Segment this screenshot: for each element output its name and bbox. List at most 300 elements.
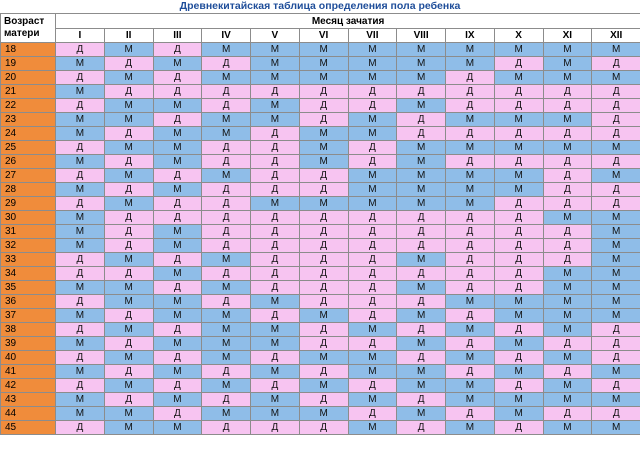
gender-cell: Д [153, 197, 202, 211]
gender-cell: М [348, 393, 397, 407]
gender-cell: М [592, 309, 640, 323]
gender-cell: М [56, 393, 105, 407]
gender-cell: М [299, 127, 348, 141]
gender-cell: М [494, 337, 543, 351]
gender-cell: Д [299, 99, 348, 113]
gender-cell: Д [348, 253, 397, 267]
gender-cell: М [397, 183, 446, 197]
gender-cell: Д [251, 281, 300, 295]
gender-cell: М [348, 421, 397, 435]
gender-cell: Д [251, 239, 300, 253]
gender-cell: Д [494, 351, 543, 365]
gender-cell: Д [494, 421, 543, 435]
gender-cell: М [494, 309, 543, 323]
gender-cell: М [543, 379, 592, 393]
gender-cell: М [104, 407, 153, 421]
gender-cell: Д [348, 295, 397, 309]
age-cell: 38 [1, 323, 56, 337]
gender-cell: М [104, 421, 153, 435]
month-header-cell: VI [299, 29, 348, 43]
gender-cell: Д [494, 197, 543, 211]
gender-cell: Д [592, 379, 640, 393]
gender-cell: М [446, 295, 495, 309]
gender-cell: М [299, 407, 348, 421]
gender-cell: Д [446, 407, 495, 421]
table-row [1, 421, 640, 435]
gender-cell: Д [543, 337, 592, 351]
gender-cell: Д [153, 323, 202, 337]
gender-cell: Д [56, 421, 105, 435]
gender-cell: Д [104, 183, 153, 197]
gender-cell: Д [446, 253, 495, 267]
gender-cell: М [56, 281, 105, 295]
gender-cell: Д [56, 267, 105, 281]
gender-cell: Д [153, 113, 202, 127]
gender-cell: Д [104, 225, 153, 239]
gender-cell: Д [592, 57, 640, 71]
table-row [1, 57, 640, 71]
gender-cell: М [397, 57, 446, 71]
table-row [1, 127, 640, 141]
gender-table [0, 13, 640, 435]
gender-cell: Д [446, 211, 495, 225]
gender-cell: Д [251, 225, 300, 239]
month-header-cell: IV [202, 29, 251, 43]
gender-cell: Д [153, 211, 202, 225]
gender-cell: М [202, 127, 251, 141]
gender-cell: М [348, 43, 397, 57]
gender-cell: Д [202, 295, 251, 309]
gender-cell: М [153, 239, 202, 253]
gender-cell: М [592, 71, 640, 85]
gender-cell: М [397, 197, 446, 211]
age-cell: 34 [1, 267, 56, 281]
gender-cell: М [299, 57, 348, 71]
gender-cell: М [543, 281, 592, 295]
gender-cell: М [592, 393, 640, 407]
gender-cell: Д [251, 253, 300, 267]
table-title: Древнекитайская таблица определения пола ребенка [179, 0, 461, 12]
age-header: Возраст матери [1, 14, 56, 43]
gender-cell: М [446, 197, 495, 211]
gender-cell: М [299, 351, 348, 365]
gender-cell: М [592, 43, 640, 57]
gender-cell: М [153, 421, 202, 435]
gender-cell: Д [202, 85, 251, 99]
gender-cell: М [202, 323, 251, 337]
gender-cell: М [446, 323, 495, 337]
table-row [1, 393, 640, 407]
gender-cell: Д [56, 295, 105, 309]
gender-cell: М [251, 113, 300, 127]
gender-cell: М [397, 71, 446, 85]
age-cell: 36 [1, 295, 56, 309]
gender-cell: Д [299, 365, 348, 379]
age-cell: 22 [1, 99, 56, 113]
gender-cell: Д [56, 379, 105, 393]
gender-cell: М [153, 141, 202, 155]
month-header-cell: VII [348, 29, 397, 43]
gender-cell: М [592, 421, 640, 435]
gender-cell: М [348, 71, 397, 85]
gender-cell: М [202, 113, 251, 127]
gender-cell: Д [494, 127, 543, 141]
gender-cell: Д [251, 267, 300, 281]
gender-cell: М [104, 253, 153, 267]
gender-cell: Д [299, 183, 348, 197]
gender-cell: Д [446, 267, 495, 281]
gender-cell: М [202, 407, 251, 421]
gender-cell: М [543, 267, 592, 281]
table-row [1, 267, 640, 281]
gender-cell: М [202, 337, 251, 351]
gender-cell: М [56, 183, 105, 197]
gender-cell: М [397, 379, 446, 393]
gender-cell: М [56, 309, 105, 323]
gender-cell: М [299, 379, 348, 393]
gender-cell: Д [397, 127, 446, 141]
table-row [1, 239, 640, 253]
table-row [1, 309, 640, 323]
gender-cell: М [446, 57, 495, 71]
gender-cell: М [104, 323, 153, 337]
gender-cell: М [348, 169, 397, 183]
gender-cell: М [494, 393, 543, 407]
gender-cell: М [251, 393, 300, 407]
gender-cell: М [397, 309, 446, 323]
gender-cell: Д [56, 253, 105, 267]
gender-cell: М [494, 183, 543, 197]
table-row [1, 71, 640, 85]
gender-cell: Д [202, 393, 251, 407]
table-row [1, 99, 640, 113]
gender-cell: Д [592, 113, 640, 127]
gender-cell: Д [251, 85, 300, 99]
gender-cell: М [348, 113, 397, 127]
gender-cell: М [251, 99, 300, 113]
gender-cell: М [592, 225, 640, 239]
gender-cell: Д [104, 267, 153, 281]
gender-cell: М [397, 155, 446, 169]
gender-cell: М [299, 309, 348, 323]
gender-cell: М [153, 309, 202, 323]
gender-cell: Д [348, 281, 397, 295]
gender-cell: М [494, 365, 543, 379]
gender-cell: М [494, 407, 543, 421]
gender-cell: М [202, 379, 251, 393]
gender-cell: Д [104, 211, 153, 225]
gender-cell: Д [543, 155, 592, 169]
gender-cell: Д [543, 183, 592, 197]
gender-cell: Д [104, 239, 153, 253]
gender-cell: Д [446, 225, 495, 239]
age-cell: 23 [1, 113, 56, 127]
gender-cell: Д [299, 421, 348, 435]
gender-cell: М [446, 113, 495, 127]
gender-cell: Д [494, 379, 543, 393]
gender-cell: М [56, 365, 105, 379]
gender-cell: М [251, 43, 300, 57]
gender-cell: Д [202, 225, 251, 239]
gender-cell: Д [592, 197, 640, 211]
gender-cell: М [494, 169, 543, 183]
gender-cell: Д [446, 71, 495, 85]
gender-cell: Д [446, 85, 495, 99]
month-header-row [1, 29, 640, 43]
gender-cell: М [348, 351, 397, 365]
gender-cell: М [592, 253, 640, 267]
gender-cell: М [446, 169, 495, 183]
gender-cell: Д [251, 155, 300, 169]
gender-cell: Д [104, 337, 153, 351]
gender-cell: М [494, 295, 543, 309]
gender-cell: М [543, 295, 592, 309]
age-cell: 26 [1, 155, 56, 169]
age-cell: 21 [1, 85, 56, 99]
gender-cell: М [543, 113, 592, 127]
gender-cell: М [592, 141, 640, 155]
gender-cell: М [397, 253, 446, 267]
gender-cell: Д [153, 71, 202, 85]
gender-cell: М [592, 267, 640, 281]
gender-cell: Д [202, 211, 251, 225]
age-cell: 45 [1, 421, 56, 435]
gender-cell: М [56, 239, 105, 253]
table-row [1, 43, 640, 57]
gender-cell: Д [592, 99, 640, 113]
gender-cell: М [592, 281, 640, 295]
gender-cell: Д [299, 393, 348, 407]
age-cell: 20 [1, 71, 56, 85]
gender-cell: Д [543, 99, 592, 113]
gender-cell: М [153, 295, 202, 309]
gender-cell: М [153, 155, 202, 169]
gender-cell: М [299, 197, 348, 211]
gender-cell: Д [299, 337, 348, 351]
gender-cell: Д [446, 155, 495, 169]
gender-cell: Д [202, 155, 251, 169]
gender-cell: Д [446, 337, 495, 351]
age-cell: 24 [1, 127, 56, 141]
gender-cell: М [202, 309, 251, 323]
gender-cell: М [543, 393, 592, 407]
gender-cell: М [202, 253, 251, 267]
gender-cell: Д [56, 99, 105, 113]
gender-cell: Д [104, 309, 153, 323]
gender-cell: М [202, 169, 251, 183]
gender-cell: Д [251, 169, 300, 183]
gender-cell: Д [397, 85, 446, 99]
gender-cell: М [543, 57, 592, 71]
gender-cell: М [397, 281, 446, 295]
table-row [1, 407, 640, 421]
gender-cell: М [56, 113, 105, 127]
gender-cell: М [104, 281, 153, 295]
table-row [1, 169, 640, 183]
gender-cell: М [592, 365, 640, 379]
table-row [1, 281, 640, 295]
gender-cell: М [202, 43, 251, 57]
table-row [1, 225, 640, 239]
age-cell: 35 [1, 281, 56, 295]
gender-cell: М [494, 141, 543, 155]
gender-cell: Д [543, 225, 592, 239]
gender-cell: М [56, 211, 105, 225]
gender-cell: Д [494, 225, 543, 239]
gender-cell: М [397, 337, 446, 351]
gender-cell: Д [56, 71, 105, 85]
age-cell: 44 [1, 407, 56, 421]
gender-cell: Д [348, 211, 397, 225]
gender-cell: М [543, 323, 592, 337]
gender-cell: Д [202, 57, 251, 71]
gender-cell: Д [494, 323, 543, 337]
gender-cell: М [251, 337, 300, 351]
age-cell: 31 [1, 225, 56, 239]
gender-cell: Д [494, 211, 543, 225]
gender-cell: М [494, 113, 543, 127]
gender-cell: М [543, 141, 592, 155]
gender-cell: Д [348, 407, 397, 421]
gender-cell: Д [153, 85, 202, 99]
gender-cell: Д [153, 169, 202, 183]
gender-cell: М [153, 337, 202, 351]
gender-cell: М [251, 295, 300, 309]
gender-cell: Д [494, 99, 543, 113]
gender-cell: Д [348, 239, 397, 253]
gender-cell: Д [202, 141, 251, 155]
gender-cell: Д [153, 281, 202, 295]
age-cell: 27 [1, 169, 56, 183]
gender-cell: М [397, 141, 446, 155]
gender-cell: Д [202, 99, 251, 113]
gender-cell: Д [251, 141, 300, 155]
gender-cell: М [153, 127, 202, 141]
gender-cell: М [446, 183, 495, 197]
month-header-cell: XII [592, 29, 640, 43]
gender-cell: М [299, 155, 348, 169]
gender-cell: М [494, 43, 543, 57]
gender-cell: Д [56, 169, 105, 183]
gender-cell: Д [56, 43, 105, 57]
month-header-cell: X [494, 29, 543, 43]
gender-cell: Д [348, 337, 397, 351]
gender-cell: Д [299, 85, 348, 99]
age-cell: 18 [1, 43, 56, 57]
gender-cell: Д [543, 197, 592, 211]
age-cell: 28 [1, 183, 56, 197]
gender-cell: М [56, 127, 105, 141]
gender-cell: М [104, 99, 153, 113]
gender-cell: Д [348, 141, 397, 155]
gender-cell: М [397, 169, 446, 183]
gender-cell: М [543, 211, 592, 225]
gender-cell: Д [446, 309, 495, 323]
month-header-cell: II [104, 29, 153, 43]
gender-cell: Д [56, 141, 105, 155]
gender-cell: М [543, 421, 592, 435]
age-cell: 40 [1, 351, 56, 365]
gender-cell: Д [397, 239, 446, 253]
gender-cell: М [104, 141, 153, 155]
month-header-cell: IX [446, 29, 495, 43]
table-row [1, 197, 640, 211]
gender-cell: Д [494, 253, 543, 267]
gender-cell: М [446, 43, 495, 57]
gender-cell: Д [299, 225, 348, 239]
gender-cell: М [104, 351, 153, 365]
gender-cell: М [56, 337, 105, 351]
gender-cell: Д [543, 239, 592, 253]
gender-cell: М [104, 113, 153, 127]
gender-cell: Д [397, 351, 446, 365]
gender-cell: Д [494, 267, 543, 281]
gender-cell: Д [446, 99, 495, 113]
gender-cell: Д [446, 365, 495, 379]
gender-cell: М [56, 225, 105, 239]
table-row [1, 337, 640, 351]
gender-cell: М [299, 43, 348, 57]
gender-cell: М [153, 225, 202, 239]
gender-cell: Д [202, 239, 251, 253]
gender-cell: М [251, 71, 300, 85]
age-cell: 30 [1, 211, 56, 225]
gender-cell: М [348, 127, 397, 141]
month-header-cell: VIII [397, 29, 446, 43]
gender-cell: М [446, 379, 495, 393]
gender-cell: Д [56, 351, 105, 365]
gender-cell: М [397, 43, 446, 57]
table-body [1, 43, 640, 435]
gender-cell: Д [348, 85, 397, 99]
gender-cell: М [446, 421, 495, 435]
table-row [1, 85, 640, 99]
gender-cell: Д [348, 309, 397, 323]
gender-cell: Д [446, 239, 495, 253]
gender-cell: Д [153, 351, 202, 365]
gender-cell: М [251, 323, 300, 337]
month-header-cell: III [153, 29, 202, 43]
gender-cell: М [397, 365, 446, 379]
gender-cell: Д [543, 85, 592, 99]
gender-cell: Д [56, 197, 105, 211]
age-cell: 42 [1, 379, 56, 393]
gender-cell: М [592, 211, 640, 225]
gender-cell: М [202, 281, 251, 295]
gender-cell: Д [348, 379, 397, 393]
gender-cell: М [104, 71, 153, 85]
gender-cell: Д [397, 421, 446, 435]
gender-cell: М [348, 365, 397, 379]
month-header-cell: V [251, 29, 300, 43]
gender-cell: Д [543, 253, 592, 267]
gender-cell: Д [494, 239, 543, 253]
gender-cell: Д [251, 211, 300, 225]
gender-cell: Д [153, 43, 202, 57]
age-cell: 43 [1, 393, 56, 407]
gender-cell: Д [299, 239, 348, 253]
gender-cell: М [153, 183, 202, 197]
table-row [1, 323, 640, 337]
gender-cell: Д [251, 127, 300, 141]
gender-cell: Д [104, 155, 153, 169]
gender-cell: Д [348, 99, 397, 113]
gender-cell: Д [446, 281, 495, 295]
gender-cell: М [348, 57, 397, 71]
table-row [1, 183, 640, 197]
gender-cell: Д [104, 127, 153, 141]
age-cell: 25 [1, 141, 56, 155]
